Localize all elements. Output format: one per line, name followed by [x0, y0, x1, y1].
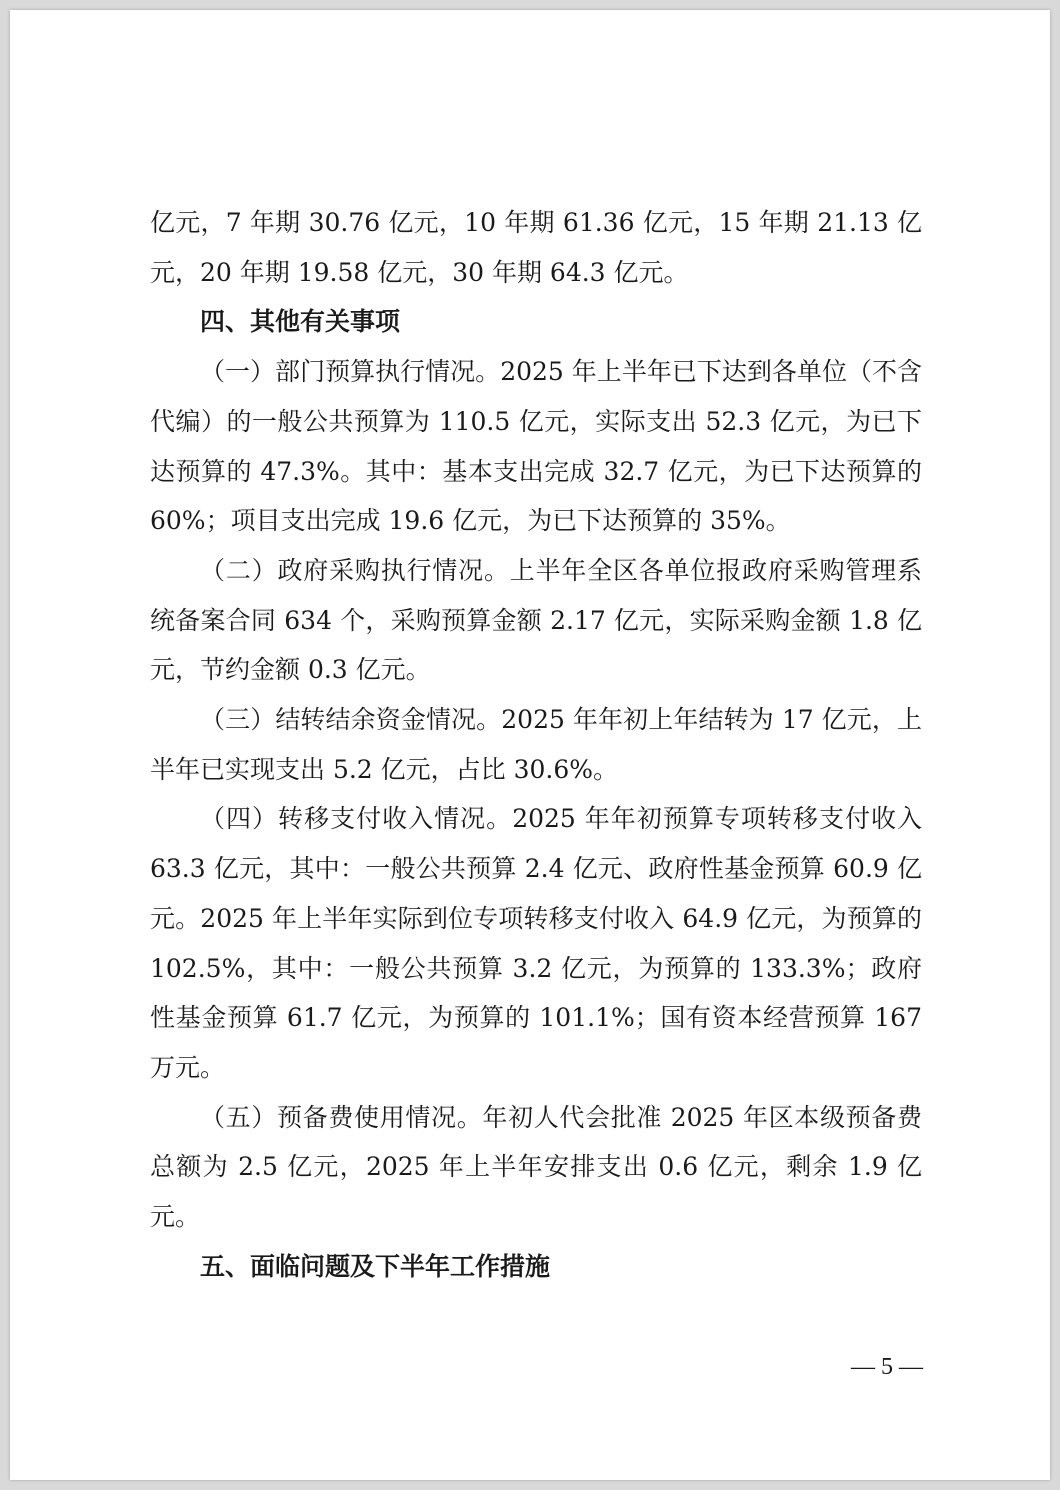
paragraph-department-budget: （一）部门预算执行情况。2025 年上半年已下达到各单位（不含代编）的一般公共预算为 110.5 亿元，实际支出 52.3 亿元，为已下达预算的 47.3%。其中：基本支出完成 32.7 亿元，为已下达预算的 60%；项目支出完成 19.6 亿元，为已下达预算的 35%。 [150, 357, 930, 536]
paragraph-bond-terms: 亿元，7 年期 30.76 亿元，10 年期 61.36 亿元，15 年期 21.13 亿元，20 年期 19.58 亿元，30 年期 64.3 亿元。 [150, 208, 922, 287]
page-number: — 5 — [851, 1354, 923, 1380]
document-page [10, 10, 1050, 1480]
paragraph-reserve-funds: （五）预备费使用情况。年初人代会批准 2025 年区本级预备费总额为 2.5 亿元，2025 年上半年安排支出 0.6 亿元，剩余 1.9 亿元。 [150, 1102, 922, 1232]
section-heading-other-matters: 四、其他有关事项 [200, 307, 401, 337]
paragraph-transfer-payments: （四）转移支付收入情况。2025 年年初预算专项转移支付收入 63.3 亿元，其中：一般公共预算 2.4 亿元、政府性基金预算 60.9 亿元。2025 年上半年实际到位专项转移支付收入 64.9 亿元，为预算的 102.5%，其中：一般公共预算 3.2 亿元，为预算的 133.3%；政府性基金预算 61.7 亿元，为预算的 101.1%；国有资本经营预算 167 万元。 [150, 804, 930, 1082]
section-heading-problems-measures: 五、面临问题及下半年工作措施 [200, 1251, 551, 1281]
document-body [150, 198, 930, 1291]
paragraph-government-procurement: （二）政府采购执行情况。上半年全区各单位报政府采购管理系统备案合同 634 个，采购预算金额 2.17 亿元，实际采购金额 1.8 亿元，节约金额 0.3 亿元。 [150, 555, 922, 685]
paragraph-carryover-funds: （三）结转结余资金情况。2025 年年初上年结转为 17 亿元，上半年已实现支出 5.2 亿元，占比 30.6%。 [150, 705, 922, 784]
